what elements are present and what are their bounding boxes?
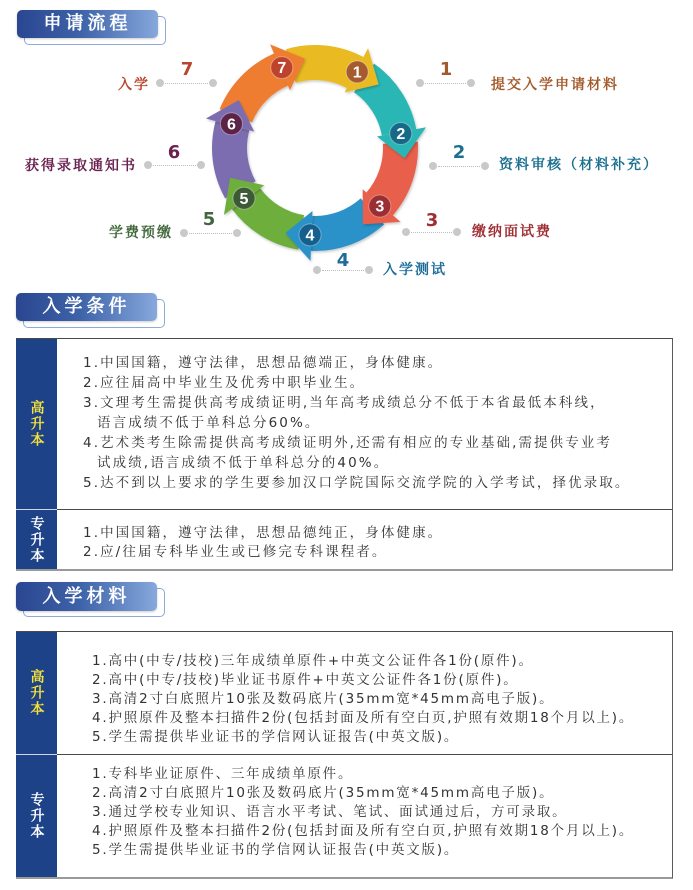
dot-icon	[156, 79, 164, 87]
step-number: 2	[452, 142, 466, 163]
row-label-cell	[16, 339, 57, 509]
section-title: 入学材料	[16, 582, 157, 611]
dotted-line	[411, 232, 452, 233]
step-number: 1	[439, 59, 453, 80]
step-number: 7	[180, 59, 194, 80]
step-badge-6	[220, 113, 242, 135]
list-item: 3.文理考生需提供高考成绩证明,当年高考成绩总分不低于本省最低本科线，	[83, 395, 606, 411]
svg-text:4: 4	[305, 227, 315, 245]
svg-text:7: 7	[277, 60, 287, 78]
svg-text:3: 3	[375, 198, 385, 216]
step-badge-4	[299, 224, 321, 246]
dot-icon	[467, 79, 475, 87]
row-content	[57, 339, 672, 509]
section-header-materials	[16, 582, 168, 620]
step-badge-5	[233, 187, 255, 209]
row-label: 高升本	[28, 669, 45, 717]
list-item-continuation: 试成绩,语言成绩不低于单科总分的40%。	[97, 455, 390, 471]
dot-icon	[416, 79, 424, 87]
svg-text:2: 2	[396, 126, 406, 144]
connector	[416, 79, 475, 87]
dot-icon	[481, 162, 489, 170]
row-content	[57, 632, 672, 754]
list-item: 2.应往届高中毕业生及优秀中职毕业生。	[83, 375, 366, 391]
step-number: 4	[336, 250, 350, 271]
row-content	[57, 754, 672, 877]
row-content	[57, 509, 672, 569]
step-label: 提交入学申请材料	[491, 77, 619, 93]
list-item: 1.专科毕业证原件、三年成绩单原件。	[92, 766, 354, 782]
connector	[429, 162, 489, 170]
dotted-line	[165, 83, 208, 84]
table-row	[16, 509, 672, 569]
step-label: 学费预缴	[109, 225, 173, 241]
list-item: 1.高中(中专/技校)三年成绩单原件+中英文公证件各1份(原件)。	[92, 653, 534, 669]
dot-icon	[180, 229, 188, 237]
dotted-line	[153, 165, 196, 166]
svg-text:5: 5	[239, 190, 249, 208]
list-item: 1.中国国籍，遵守法律，思想品德端正，身体健康。	[83, 355, 444, 371]
dotted-line	[438, 166, 480, 167]
table-row	[16, 339, 672, 509]
list-item: 2.应/往届专科毕业生或已修完专科课程者。	[83, 544, 388, 560]
step-label: 入学测试	[383, 262, 447, 278]
dot-icon	[402, 228, 410, 236]
dot-icon	[313, 266, 321, 274]
list-item: 4.护照原件及整本扫描件2份(包括封面及所有空白页,护照有效期18个月以上)。	[92, 710, 635, 726]
dot-icon	[209, 79, 217, 87]
step-badge-2	[390, 123, 412, 145]
svg-text:1: 1	[352, 64, 362, 82]
connector	[156, 79, 217, 87]
dot-icon	[429, 162, 437, 170]
table-row	[16, 632, 672, 754]
step-badge-3	[369, 195, 391, 217]
dot-icon	[453, 228, 461, 236]
list-item: 3.高清2寸白底照片10张及数码底片(35mm宽*45mm高电子版)。	[92, 691, 555, 707]
step-label: 资料审核（材料补充）	[499, 157, 659, 173]
dot-icon	[365, 266, 373, 274]
connector	[180, 229, 241, 237]
step-label: 缴纳面试费	[472, 224, 552, 240]
list-item: 5.学生需提供毕业证书的学信网认证报告(中英文版)。	[92, 729, 460, 745]
list-item: 5.达不到以上要求的学生要参加汉口学院国际交流学院的入学考试，择优录取。	[83, 475, 631, 491]
list-item: 4.护照原件及整本扫描件2份(包括封面及所有空白页,护照有效期18个月以上)。	[92, 823, 635, 839]
dotted-line	[425, 83, 466, 84]
dot-icon	[233, 229, 241, 237]
table-row	[16, 754, 672, 877]
conditions-table	[16, 338, 673, 571]
list-item: 4.艺术类考生除需提供高考成绩证明外,还需有相应的专业基础,需提供专业考	[83, 435, 613, 451]
step-label: 入学	[118, 77, 150, 93]
step-badge-1	[346, 61, 368, 83]
list-item: 3.通过学校专业知识、语言水平考试、笔试、面试通过后，方可录取。	[92, 804, 568, 820]
row-label-cell	[16, 509, 57, 569]
step-number: 6	[167, 142, 181, 163]
step-number: 5	[202, 209, 216, 230]
dotted-line	[189, 233, 232, 234]
dot-icon	[197, 161, 205, 169]
svg-text:6: 6	[226, 116, 236, 134]
list-item: 1.中国国籍，遵守法律，思想品德纯正，身体健康。	[83, 525, 444, 541]
step-number: 3	[425, 210, 439, 231]
list-item: 2.高清2寸白底照片10张及数码底片(35mm宽*45mm高电子版)。	[92, 785, 555, 801]
list-item: 5.学生需提供毕业证书的学信网认证报告(中英文版)。	[92, 842, 460, 858]
list-item: 2.高中(中专/技校)毕业证书原件+中英文公证件各1份(原件)。	[92, 672, 519, 688]
row-label: 专升本	[28, 515, 45, 564]
step-badge-7	[271, 57, 293, 79]
step-label: 获得录取通知书	[25, 158, 137, 174]
row-label-cell	[16, 632, 57, 754]
row-label: 高升本	[28, 400, 45, 448]
row-label: 专升本	[28, 792, 45, 840]
dot-icon	[144, 161, 152, 169]
row-label-cell	[16, 754, 57, 877]
section-header-conditions	[16, 293, 168, 331]
list-item-continuation: 语言成绩不低于单科总分60%。	[97, 415, 321, 431]
section-title: 申请流程	[17, 10, 158, 38]
materials-table	[16, 631, 673, 879]
section-title: 入学条件	[16, 293, 157, 321]
